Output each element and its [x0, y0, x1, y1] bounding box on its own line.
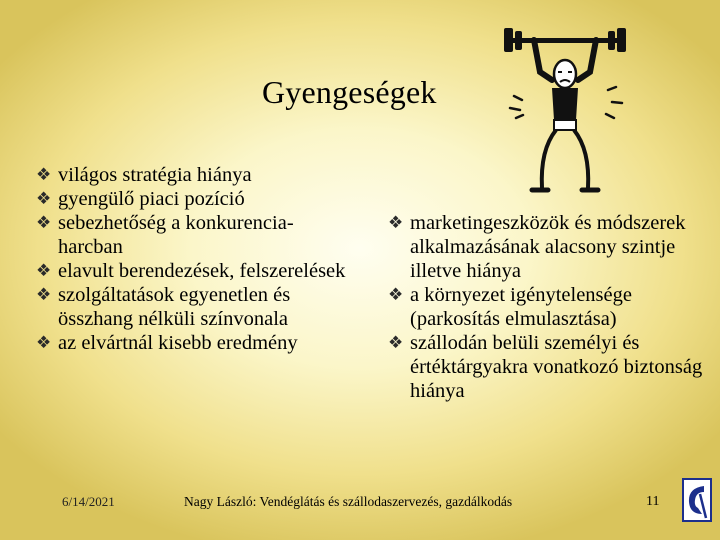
diamond-clover-bullet-icon: ❖	[36, 189, 52, 208]
diamond-clover-bullet-icon: ❖	[388, 285, 404, 304]
slide-title: Gyengeségek	[262, 74, 437, 110]
list-item: ❖ sebezhetőség a konkurencia-harcban	[36, 212, 294, 258]
left-bullet-list	[36, 163, 346, 355]
list-item: ❖ marketingeszközök és módszerek alkalmazásának alacsony szintje illetve hiánya	[388, 212, 686, 282]
list-item: ❖ gyengülő piaci pozíció	[36, 188, 245, 210]
diamond-clover-bullet-icon: ❖	[36, 261, 52, 280]
diamond-clover-bullet-icon: ❖	[36, 333, 52, 352]
footer-date: 6/14/2021	[62, 494, 115, 509]
list-item: ❖ szolgáltatások egyenetlen és összhang nélküli színvonala	[36, 284, 291, 330]
list-item: ❖ a környezet igénytelensége (parkosítás elmulasztása)	[388, 284, 632, 330]
diamond-clover-bullet-icon: ❖	[36, 165, 52, 184]
right-bullet-list	[388, 211, 708, 403]
diamond-clover-bullet-icon: ❖	[36, 213, 52, 232]
diamond-clover-bullet-icon: ❖	[388, 213, 404, 232]
diamond-clover-bullet-icon: ❖	[36, 285, 52, 304]
weightlifter-clipart	[500, 20, 630, 200]
list-item: ❖ az elvártnál kisebb eredmény	[36, 332, 298, 354]
footer-text: Nagy László: Vendéglátás és szállodaszervezés, gazdálkodás	[184, 494, 513, 509]
university-logo-icon	[682, 478, 712, 522]
list-item: ❖ szállodán belüli személyi és értéktárgyakra vonatkozó biztonság hiánya	[388, 332, 703, 402]
list-item: ❖ elavult berendezések, felszerelések	[36, 260, 346, 282]
diamond-clover-bullet-icon: ❖	[388, 333, 404, 352]
page-number: 11	[646, 494, 660, 509]
list-item: ❖ világos stratégia hiánya	[36, 164, 252, 186]
